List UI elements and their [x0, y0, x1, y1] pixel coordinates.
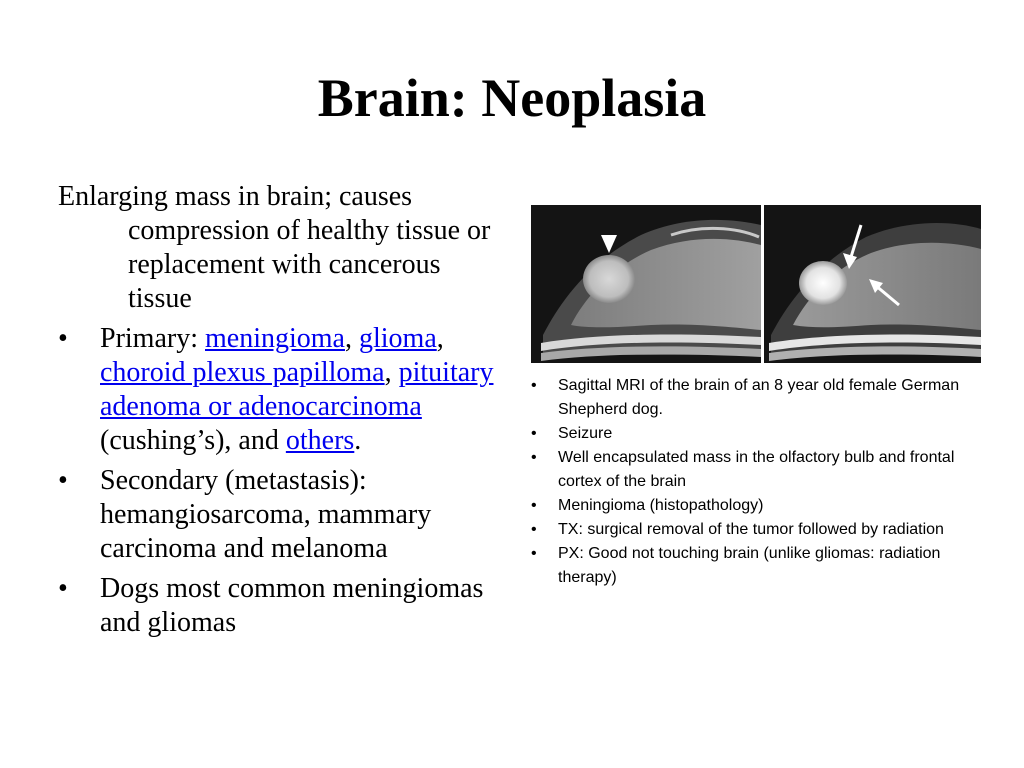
- bullet-dogs: [58, 572, 508, 640]
- cushings-text: (cushing’s), and: [100, 425, 286, 456]
- bullet-dot: •: [58, 323, 68, 354]
- note-item: [531, 422, 1001, 446]
- note-text: Well encapsulated mass in the olfactory bulb and frontal cortex of the brain: [558, 449, 955, 490]
- slide-title: Brain: Neoplasia: [317, 68, 707, 128]
- bullet-dot: •: [531, 425, 537, 442]
- note-item: [531, 518, 1001, 542]
- note-text: Sagittal MRI of the brain of an 8 year old female German Shepherd dog.: [558, 377, 960, 418]
- note-item: [531, 446, 1001, 494]
- note-text: Meningioma (histopathology): [558, 497, 764, 514]
- note-text: Seizure: [558, 425, 613, 442]
- left-bullet-list: [58, 322, 508, 640]
- choroid-plexus-papilloma-link[interactable]: choroid plexus papilloma: [100, 357, 385, 388]
- note-item: [531, 494, 1001, 518]
- mri-panel-right: [764, 205, 981, 363]
- dogs-text: Dogs most common meningiomas and gliomas: [100, 573, 484, 638]
- mri-image: [531, 205, 981, 363]
- others-link[interactable]: others: [285, 425, 355, 456]
- intro-text: Enlarging mass in brain; causes compression of healthy tissue or replacement with cancerous tissue: [58, 181, 491, 314]
- separator: ,: [344, 323, 359, 354]
- note-text: TX: surgical removal of the tumor followed by radiation: [558, 521, 944, 538]
- separator: ,: [384, 357, 399, 388]
- mri-panel-left: [531, 205, 761, 363]
- meningioma-link[interactable]: meningioma: [205, 323, 345, 354]
- bullet-primary: [58, 322, 508, 458]
- right-bullet-list: [531, 374, 1001, 590]
- primary-label: Primary:: [100, 323, 205, 354]
- glioma-link[interactable]: glioma: [358, 323, 437, 354]
- bullet-dot: •: [531, 497, 537, 514]
- period: .: [354, 425, 362, 456]
- secondary-text: Secondary (metastasis): hemangiosarcoma, mammary carcinoma and melanoma: [100, 465, 432, 564]
- right-notes: [531, 374, 1001, 590]
- bullet-secondary: [58, 464, 508, 566]
- note-item: [531, 542, 1001, 590]
- separator: ,: [436, 323, 444, 354]
- pituitary-adenoma-link[interactable]: pituitary adenoma or adenocarcinoma: [100, 357, 494, 422]
- bullet-dot: •: [58, 465, 68, 496]
- bullet-dot: •: [531, 377, 537, 394]
- note-item: [531, 374, 1001, 422]
- bullet-dot: •: [531, 521, 537, 538]
- bullet-dot: •: [531, 545, 537, 562]
- note-text: PX: Good not touching brain (unlike gliomas: radiation therapy): [558, 545, 941, 586]
- bullet-dot: •: [58, 573, 68, 604]
- left-text-column: [58, 180, 508, 646]
- bullet-dot: •: [531, 449, 537, 466]
